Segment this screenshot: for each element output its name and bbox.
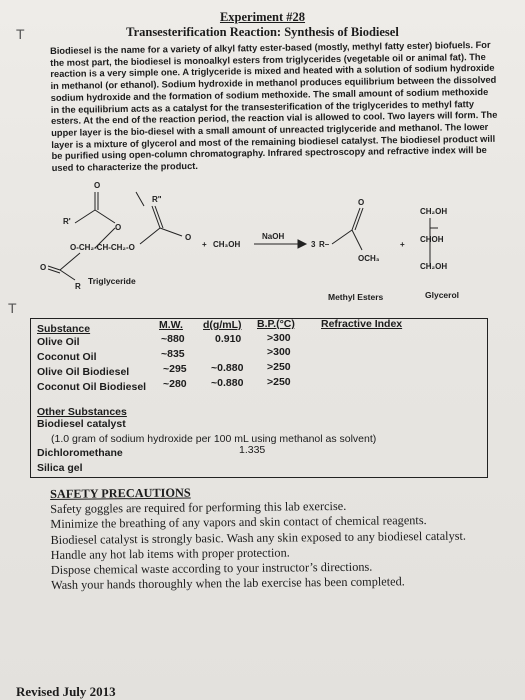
margin-pen-mark-2: Т bbox=[8, 300, 17, 316]
methyl-ester-r: R– bbox=[319, 240, 330, 249]
methyl-esters-caption: Methyl Esters bbox=[328, 292, 384, 302]
revision-date: Revised July 2013 bbox=[16, 684, 116, 699]
r-label: R bbox=[75, 282, 81, 291]
glycerol-caption: Glycerol bbox=[425, 290, 460, 300]
safety-line: Dispose chemical waste according to your instructor’s directions. bbox=[50, 559, 373, 578]
carbonyl-o-3: O bbox=[40, 263, 47, 272]
safety-line: Handle any hot lab items with proper protection. bbox=[50, 545, 290, 562]
header-substance: Substance bbox=[37, 323, 91, 335]
header-density: d(g/mL) bbox=[203, 319, 242, 331]
r-double-label: R" bbox=[152, 195, 162, 204]
plus-sign-1: + bbox=[202, 240, 207, 249]
safety-line: Minimize the breathing of any vapors and skin contact of chemical reagents. bbox=[50, 513, 427, 532]
row-substance: Olive Oil Biodiesel bbox=[37, 366, 130, 378]
row-substance: Coconut Oil bbox=[37, 351, 97, 363]
r-prime-label: R' bbox=[63, 217, 71, 226]
carbonyl-o-ester: O bbox=[358, 198, 365, 207]
safety-section bbox=[50, 482, 501, 593]
row-mw: ~295 bbox=[163, 363, 187, 375]
other-dichloromethane: Dichloromethane bbox=[37, 447, 123, 459]
row-bp: >300 bbox=[267, 332, 291, 344]
safety-line: Safety goggles are required for performing this lab exercise. bbox=[50, 499, 347, 517]
triglyceride-caption: Triglyceride bbox=[88, 276, 136, 286]
ester-o-1: O bbox=[115, 223, 122, 232]
naoh-reagent: NaOH bbox=[262, 232, 285, 241]
other-silica-gel: Silica gel bbox=[37, 462, 83, 474]
intro-paragraph: Biodiesel is the name for a variety of alkyl fatty ester-based (mostly, methyl fatty ester) biofuels. For the most part, the biodiesel is monoalkyl esters from triglycerides (vegetable oil or animal fat). The reaction is a very simple one. A triglyceride is mixed and heated with a solution of sodium hydroxide in methanol (or ethanol). Sodium hydroxide in methanol produces equilibrium between the dissolved sodium hydroxide and the formation of sodium methoxide. The small amount of sodium methoxide in the equilibrium acts as a catalyst for the transesterification of the triglycerides to methyl fatty esters. At the end of the reaction period, the reaction vial is allowed to cool. Two layers will form. The upper layer is the bio-diesel with a small amount of unreacted triglyceride and methanol. The lower layer is a mixture of glycerol and most of the remaining biodiesel catalyst. The biodiesel product will be purified using open-column chromatography. Infrared spectroscopy and refractive index will be used to characterize the product. bbox=[50, 39, 498, 174]
carbonyl-o-1: O bbox=[94, 181, 101, 190]
row-mw: ~880 bbox=[161, 333, 185, 345]
header-mw: M.W. bbox=[159, 319, 183, 331]
safety-heading: SAFETY PRECAUTIONS bbox=[50, 485, 191, 501]
other-dichloromethane-ri: 1.335 bbox=[239, 444, 266, 456]
methanol-label: CH₃OH bbox=[213, 240, 241, 249]
header-refractive-index: Refractive Index bbox=[321, 318, 403, 330]
row-substance: Coconut Oil Biodiesel bbox=[37, 381, 147, 393]
row-bp: >300 bbox=[267, 346, 291, 358]
row-density: ~0.880 bbox=[211, 362, 244, 374]
glycerol-ch2oh-bottom: CH₂OH bbox=[420, 262, 448, 271]
document-header bbox=[0, 10, 525, 40]
row-substance: Olive Oil bbox=[37, 336, 80, 348]
header-bp: B.P.(°C) bbox=[257, 318, 295, 330]
row-density: ~0.880 bbox=[211, 377, 244, 389]
safety-line: Biodiesel catalyst is strongly basic. Wash any skin exposed to any biodiesel catalyst. bbox=[50, 528, 467, 547]
other-substances-header: Other Substances bbox=[37, 406, 127, 418]
row-bp: >250 bbox=[267, 361, 291, 373]
glycerol-choh: CHOH bbox=[420, 235, 444, 244]
glycerol-ch2oh-top: CH₂OH bbox=[420, 207, 448, 216]
glyceride-backbone: O-CH₂-CH-CH₂-O bbox=[70, 243, 135, 252]
experiment-number: Experiment #28 bbox=[219, 10, 306, 24]
other-catalyst-note: (1.0 gram of sodium hydroxide per 100 mL using methanol as solvent) bbox=[51, 433, 377, 445]
reaction-scheme-drawing bbox=[40, 178, 510, 308]
row-density: 0.910 bbox=[215, 333, 242, 345]
coefficient-3: 3 bbox=[311, 240, 316, 249]
other-biodiesel-catalyst: Biodiesel catalyst bbox=[37, 418, 126, 430]
plus-sign-2: + bbox=[400, 240, 405, 249]
och3-label: OCH₃ bbox=[358, 254, 380, 263]
margin-pen-mark: Т bbox=[16, 26, 25, 42]
carbonyl-o-2: O bbox=[185, 233, 192, 242]
row-mw: ~280 bbox=[163, 378, 187, 390]
reaction-scheme bbox=[40, 178, 510, 308]
row-bp: >250 bbox=[267, 376, 291, 388]
experiment-title: Transesterification Reaction: Synthesis of Biodiesel bbox=[126, 25, 399, 39]
properties-table bbox=[30, 318, 488, 478]
safety-line: Wash your hands thoroughly when the lab exercise has been completed. bbox=[50, 574, 405, 593]
row-mw: ~835 bbox=[161, 348, 185, 360]
